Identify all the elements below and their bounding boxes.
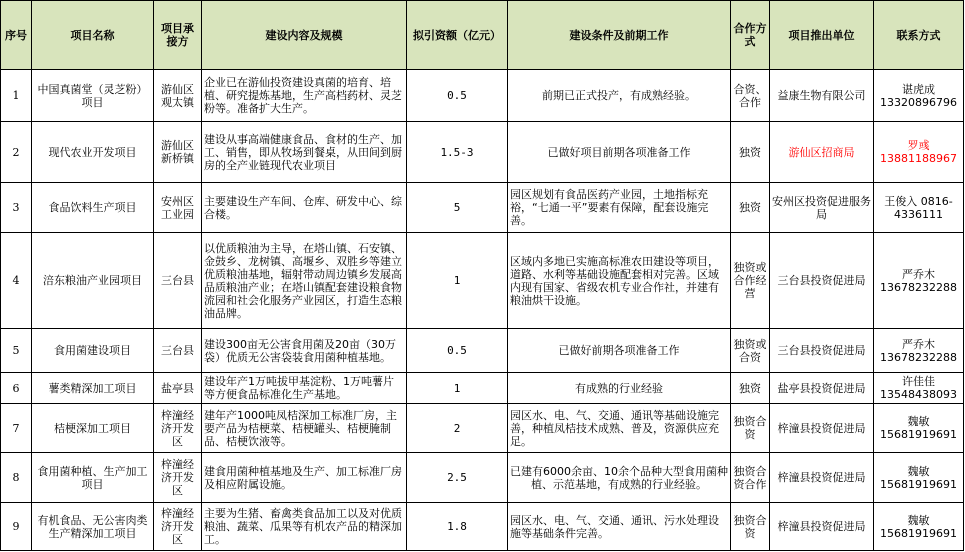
header-row: [1, 1, 964, 70]
cell-undertaker[interactable]: 梓潼经济开发区: [154, 453, 202, 503]
header-undertaker[interactable]: 项目承接方: [154, 1, 202, 70]
cell-unit[interactable]: 梓潼县投资促进局: [770, 453, 874, 503]
cell-contact[interactable]: 许佳佳 13548438093: [874, 373, 964, 404]
cell-amount[interactable]: 0.5: [407, 70, 508, 122]
cell-content[interactable]: 建食用菌种植基地及生产、加工标准厂房及相应附属设施。: [202, 453, 407, 503]
cell-undertaker[interactable]: 三台县: [154, 233, 202, 329]
cell-name[interactable]: 现代农业开发项目: [32, 122, 154, 183]
cell-amount[interactable]: 1.8: [407, 503, 508, 551]
cell-undertaker[interactable]: 安州区工业园: [154, 183, 202, 233]
cell-undertaker[interactable]: 梓潼经济开发区: [154, 404, 202, 453]
table-row: [1, 70, 964, 122]
cell-amount[interactable]: 0.5: [407, 329, 508, 373]
header-name[interactable]: 项目名称: [32, 1, 154, 70]
cell-unit[interactable]: 三台县投资促进局: [770, 233, 874, 329]
cell-conditions[interactable]: 已做好前期各项准备工作: [508, 329, 731, 373]
cell-undertaker[interactable]: 三台县: [154, 329, 202, 373]
cell-coop[interactable]: 独资: [731, 122, 770, 183]
cell-unit[interactable]: 梓潼县投资促进局: [770, 503, 874, 551]
cell-amount[interactable]: 1: [407, 373, 508, 404]
cell-coop[interactable]: 独资合资合作: [731, 453, 770, 503]
header-contact[interactable]: 联系方式: [874, 1, 964, 70]
cell-contact[interactable]: 谌虎成 13320896796: [874, 70, 964, 122]
cell-name[interactable]: 涪东粮油产业园项目: [32, 233, 154, 329]
table-row: [1, 233, 964, 329]
cell-contact[interactable]: 严乔木 13678232288: [874, 233, 964, 329]
header-amount[interactable]: 拟引资额（亿元）: [407, 1, 508, 70]
cell-unit[interactable]: 安州区投资促进服务局: [770, 183, 874, 233]
cell-conditions[interactable]: 园区水、电、气、交通、通讯、污水处理设施等基础条件完善。: [508, 503, 731, 551]
cell-amount[interactable]: 5: [407, 183, 508, 233]
cell-seq[interactable]: 6: [1, 373, 32, 404]
cell-content[interactable]: 以优质粮油为主导，在塔山镇、石安镇、金鼓乡、龙树镇、高堰乡、双胜乡等建立优质粮油基地，辐射带动周边镇乡发展高品质粮油产业；在塔山镇配套建设粮食物流园和社会化服务产业园区，打造生态粮油品牌。: [202, 233, 407, 329]
table-row: [1, 373, 964, 404]
cell-amount[interactable]: 1: [407, 233, 508, 329]
cell-conditions[interactable]: 已做好项目前期各项准备工作: [508, 122, 731, 183]
cell-conditions[interactable]: 有成熟的行业经验: [508, 373, 731, 404]
cell-content[interactable]: 建设300亩无公害食用菌及20亩（30万袋）优质无公害袋装食用菌种植基地。: [202, 329, 407, 373]
cell-coop[interactable]: 独资合资: [731, 404, 770, 453]
header-coop[interactable]: 合作方式: [731, 1, 770, 70]
cell-seq[interactable]: 9: [1, 503, 32, 551]
cell-amount[interactable]: 2.5: [407, 453, 508, 503]
cell-content[interactable]: 建年产1000吨凤桔深加工标准厂房，主要产品为桔梗菜、桔梗罐头、桔梗腌制品、桔梗饮液等。: [202, 404, 407, 453]
cell-name[interactable]: 薯类精深加工项目: [32, 373, 154, 404]
header-conditions[interactable]: 建设条件及前期工作: [508, 1, 731, 70]
cell-contact[interactable]: 魏敏 15681919691: [874, 404, 964, 453]
cell-unit[interactable]: 游仙区招商局: [770, 122, 874, 183]
cell-seq[interactable]: 7: [1, 404, 32, 453]
table-row: [1, 183, 964, 233]
cell-content[interactable]: 建设年产1万吨拔甲基淀粉、1万吨薯片等方便食品标准化生产基地。: [202, 373, 407, 404]
table-row: [1, 404, 964, 453]
cell-coop[interactable]: 独资合资: [731, 503, 770, 551]
cell-coop[interactable]: 独资: [731, 183, 770, 233]
cell-content[interactable]: 主要为生猪、畜禽类食品加工以及对优质粮油、蔬菜、瓜果等有机农产品的精深加工。: [202, 503, 407, 551]
cell-unit[interactable]: 盐亭县投资促进局: [770, 373, 874, 404]
cell-content[interactable]: 企业已在游仙投资建设真菌的培育、培植、研究提炼基地，生产高档药材、灵芝粉等。准备扩大生产。: [202, 70, 407, 122]
cell-name[interactable]: 食用菌建设项目: [32, 329, 154, 373]
cell-seq[interactable]: 3: [1, 183, 32, 233]
cell-amount[interactable]: 2: [407, 404, 508, 453]
cell-unit[interactable]: 梓潼县投资促进局: [770, 404, 874, 453]
header-unit[interactable]: 项目推出单位: [770, 1, 874, 70]
cell-seq[interactable]: 5: [1, 329, 32, 373]
cell-conditions[interactable]: 园区规划有食品医药产业园，土地指标充裕，“七通一平”要素有保障，配套设施完善。: [508, 183, 731, 233]
cell-undertaker[interactable]: 盐亭县: [154, 373, 202, 404]
cell-amount[interactable]: 1.5-3: [407, 122, 508, 183]
cell-seq[interactable]: 8: [1, 453, 32, 503]
cell-seq[interactable]: 4: [1, 233, 32, 329]
cell-conditions[interactable]: 前期已正式投产，有成熟经验。: [508, 70, 731, 122]
table-row: [1, 503, 964, 551]
cell-contact[interactable]: 王俊入 0816-4336111: [874, 183, 964, 233]
cell-undertaker[interactable]: 梓潼经济开发区: [154, 503, 202, 551]
cell-coop[interactable]: 合资、合作: [731, 70, 770, 122]
cell-undertaker[interactable]: 游仙区新桥镇: [154, 122, 202, 183]
cell-seq[interactable]: 2: [1, 122, 32, 183]
cell-contact[interactable]: 罗彧 13881188967: [874, 122, 964, 183]
cell-name[interactable]: 有机食品、无公害肉类生产精深加工项目: [32, 503, 154, 551]
cell-unit[interactable]: 三台县投资促进局: [770, 329, 874, 373]
cell-conditions[interactable]: 园区水、电、气、交通、通讯等基础设施完善，种植凤桔技术成熟、普及，资源供应充足。: [508, 404, 731, 453]
cell-name[interactable]: 中国真菌堂（灵芝粉）项目: [32, 70, 154, 122]
table-row: [1, 329, 964, 373]
cell-unit[interactable]: 益康生物有限公司: [770, 70, 874, 122]
header-seq[interactable]: 序号: [1, 1, 32, 70]
cell-contact[interactable]: 魏敏 15681919691: [874, 453, 964, 503]
cell-coop[interactable]: 独资或合作经营: [731, 233, 770, 329]
cell-name[interactable]: 食品饮料生产项目: [32, 183, 154, 233]
cell-undertaker[interactable]: 游仙区观太镇: [154, 70, 202, 122]
table-row: [1, 453, 964, 503]
cell-name[interactable]: 食用菌种植、生产加工项目: [32, 453, 154, 503]
table-row: [1, 122, 964, 183]
cell-content[interactable]: 建设从事高端健康食品、食材的生产、加工、销售，即从牧场到餐桌，从田间到厨房的全产业链现代农业项目: [202, 122, 407, 183]
cell-contact[interactable]: 严乔木 13678232288: [874, 329, 964, 373]
cell-content[interactable]: 主要建设生产车间、仓库、研发中心、综合楼。: [202, 183, 407, 233]
cell-conditions[interactable]: 已建有6000余亩、10余个品种大型食用菌种植、示范基地，有成熟的行业经验。: [508, 453, 731, 503]
cell-seq[interactable]: 1: [1, 70, 32, 122]
cell-coop[interactable]: 独资或合资: [731, 329, 770, 373]
header-content[interactable]: 建设内容及规模: [202, 1, 407, 70]
cell-coop[interactable]: 独资: [731, 373, 770, 404]
cell-contact[interactable]: 魏敏 15681919691: [874, 503, 964, 551]
cell-conditions[interactable]: 区域内多地已实施高标准农田建设等项目，道路、水利等基础设施配套相对完善。区域内现有国家、省级农机专业合作社，并建有粮油烘干设施。: [508, 233, 731, 329]
cell-name[interactable]: 桔梗深加工项目: [32, 404, 154, 453]
